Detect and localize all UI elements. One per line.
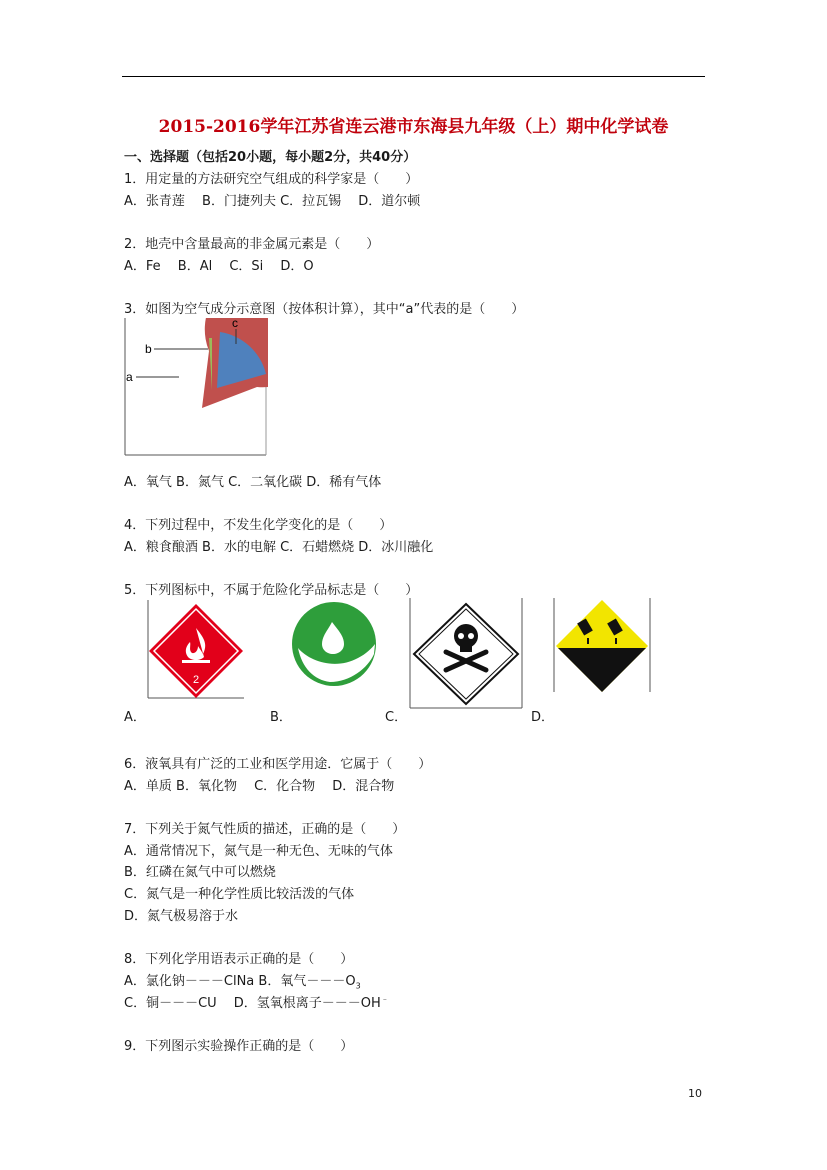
q4-stem: 4．下列过程中，不发生化学变化的是（ ） [124, 518, 393, 533]
q5-label-c: C． [385, 710, 408, 725]
flammable-sign-icon [146, 600, 246, 700]
q5-label-a: A． [124, 710, 146, 725]
page-title: 2015-2016学年江苏省连云港市东海县九年级（上）期中化学试卷 [158, 117, 669, 137]
q7-stem: 7．下列关于氮气性质的描述，正确的是（ ） [124, 822, 406, 837]
q6-stem: 6．液氧具有广泛的工业和医学用途．它属于（ ） [124, 757, 432, 772]
green-circle-sign-icon [288, 600, 380, 688]
q1-options: A．张青莲 B．门捷列夫 C．拉瓦锡 D．道尔顿 [124, 194, 421, 209]
q9-stem: 9．下列图示实验操作正确的是（ ） [124, 1039, 354, 1054]
q5-stem: 5．下列图标中，不属于危险化学品标志是（ ） [124, 583, 419, 598]
sign-a-number: 2 [192, 674, 200, 686]
q7-option-b: B．红磷在氮气中可以燃烧 [124, 865, 276, 880]
q7-option-a: A．通常情况下，氮气是一种无色、无味的气体 [124, 844, 393, 859]
q4-options: A．粮食酿酒 B．水的电解 C．石蜡燃烧 D．冰川融化 [124, 540, 434, 555]
q5-label-b: B． [270, 710, 292, 725]
q8-stem: 8．下列化学用语表示正确的是（ ） [124, 952, 354, 967]
q6-options: A．单质 B．氧化物 C．化合物 D．混合物 [124, 779, 395, 794]
section-heading: 一、选择题（包括20小题，每小题2分，共40分） [124, 150, 417, 165]
q8-options-line2 [124, 992, 389, 1011]
q3-air-composition-figure [124, 318, 268, 458]
header-rule [122, 76, 705, 77]
q2-options: A．Fe B．Al C．Si D．O [124, 259, 314, 274]
label-b: b [145, 342, 152, 356]
corrosive-sign-icon [552, 598, 652, 696]
q7-option-c: C．氮气是一种化学性质比较活泼的气体 [124, 887, 355, 902]
page-number: 10 [688, 1087, 702, 1100]
q8-line2-superscript: ﹣ [380, 994, 389, 1004]
label-a: a [126, 370, 133, 384]
q8-options-line1 [124, 970, 361, 991]
q5-label-d: D． [531, 710, 555, 725]
q8-line1-subscript: 3 [355, 981, 361, 991]
q7-option-d: D．氮气极易溶于水 [124, 909, 239, 924]
q8-line1-text: A．氯化钠－－－ClNa B．氧气－－－O [124, 974, 356, 989]
q2-stem: 2．地壳中含量最高的非金属元素是（ ） [124, 237, 380, 252]
toxic-skull-sign-icon [408, 598, 524, 710]
q1-stem: 1．用定量的方法研究空气组成的科学家是（ ） [124, 172, 419, 187]
label-c: c [232, 318, 238, 330]
q3-options: A．氧气 B．氮气 C．二氧化碳 D．稀有气体 [124, 475, 382, 490]
q8-line2-text: C．铜－－－CU D．氢氧根离子－－－OH [124, 996, 381, 1011]
q3-stem: 3．如图为空气成分示意图（按体积计算），其中“a”代表的是（ ） [124, 302, 525, 317]
